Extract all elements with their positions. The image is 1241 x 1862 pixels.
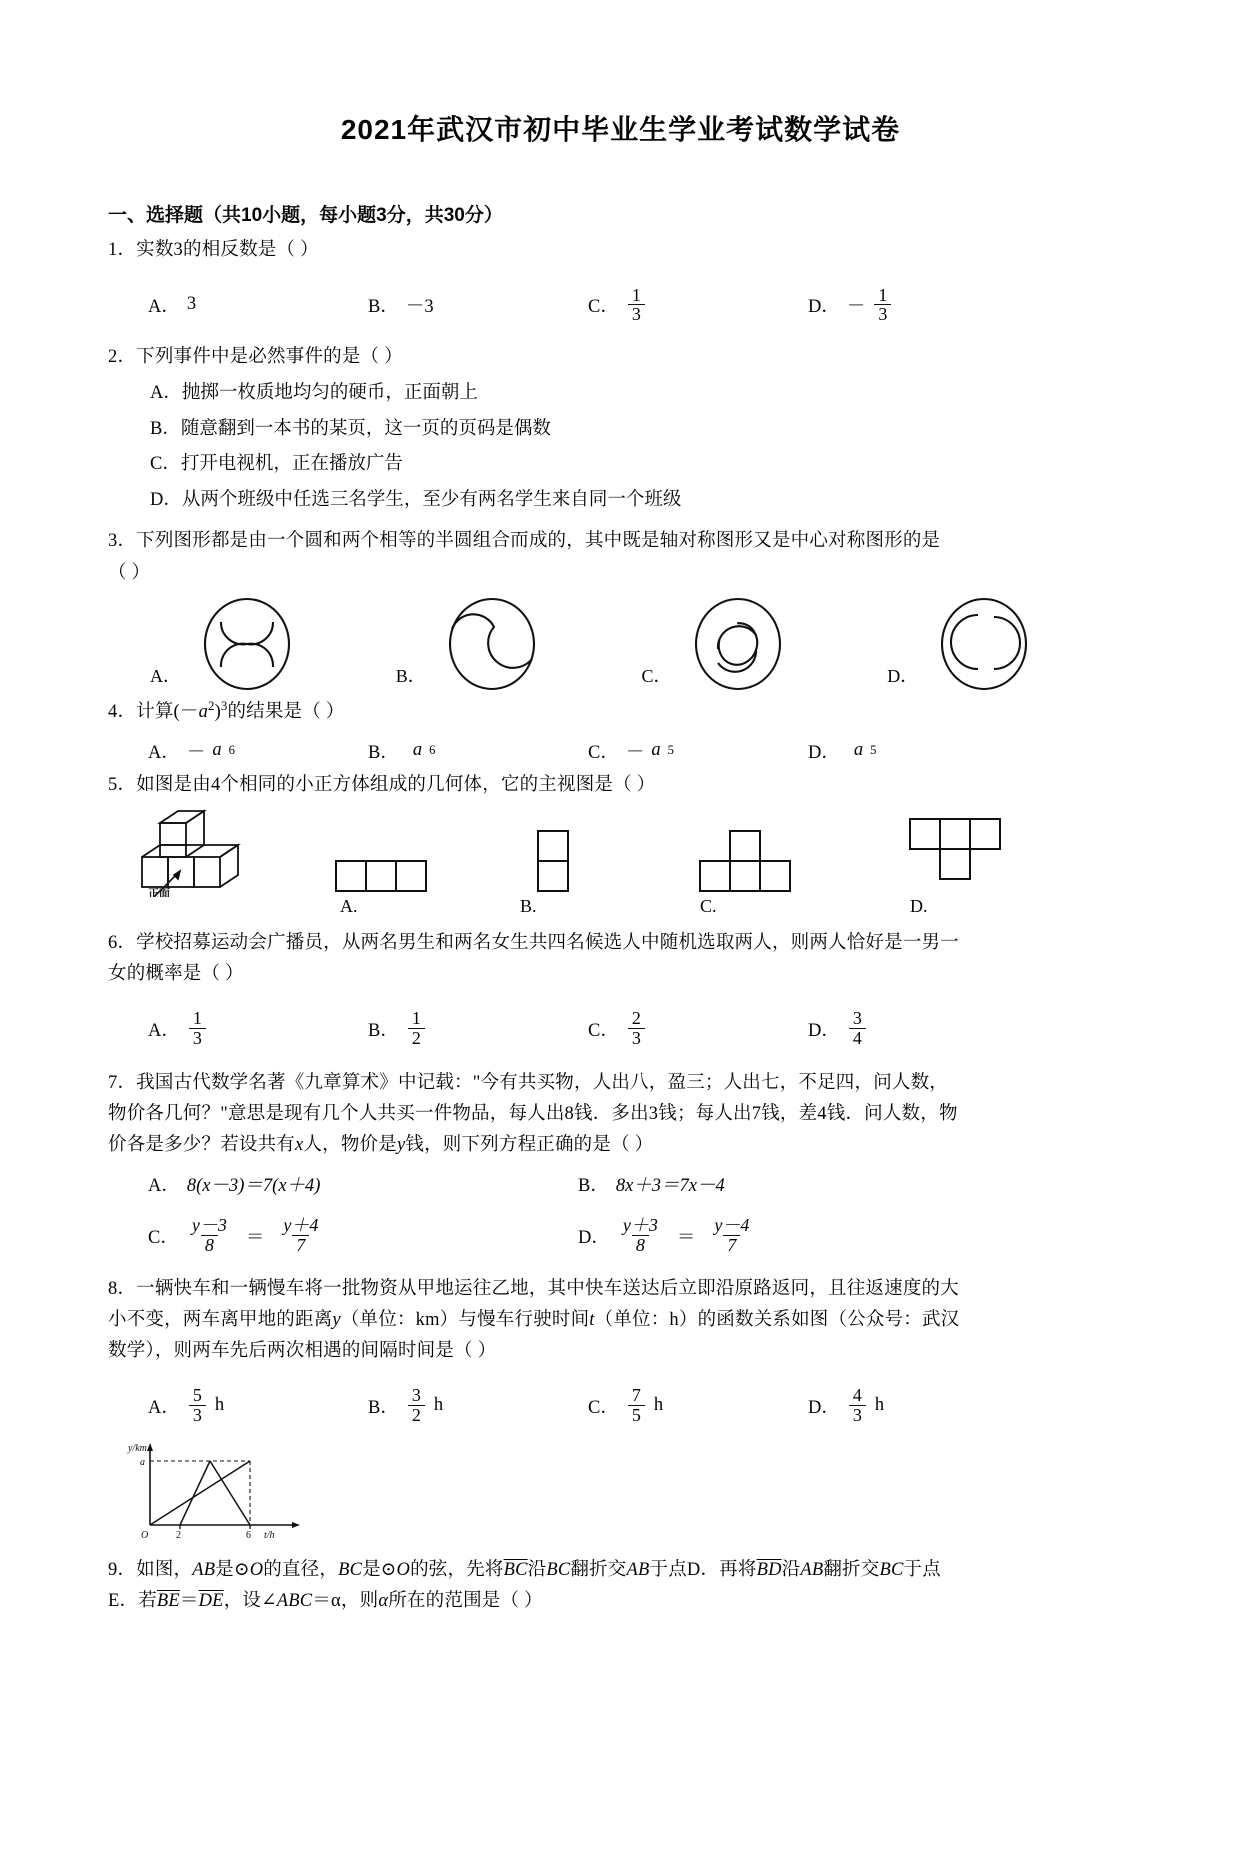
q7-option-a[interactable]: [148, 1171, 578, 1197]
q5-option-c[interactable]: [678, 817, 888, 902]
q5-option-a[interactable]: [318, 817, 498, 902]
fraction-denominator: 3: [628, 304, 645, 324]
figure-label-a: A.: [340, 895, 358, 916]
arc-BE: $\overline{BE}$: [156, 1590, 180, 1611]
question-9-line1: [108, 1556, 1133, 1586]
q4-pre: 计算(－: [136, 701, 199, 722]
fraction-denominator: 7: [723, 1235, 740, 1255]
q9-l2-t4: 所在的范围是（ ）: [388, 1590, 543, 1611]
fraction-denominator: 2: [408, 1028, 425, 1048]
option-label: B．: [368, 1020, 399, 1041]
question-5-figure-labels: [340, 896, 1133, 917]
fraction-denominator: 8: [632, 1235, 649, 1255]
equals-sign: ＝: [676, 1227, 696, 1248]
circle-figure-c: [682, 597, 794, 692]
negative-sign: －: [846, 296, 866, 317]
q5-number: 5．: [108, 774, 137, 795]
q4-option-d[interactable]: [808, 738, 1028, 764]
q5-solid-figure: [118, 805, 318, 902]
circle-figure-b: [436, 597, 548, 692]
fraction-one-third: [874, 286, 891, 325]
variable-x: x: [295, 1134, 304, 1155]
fraction-numerator: 1: [192, 1008, 202, 1029]
variable-t: t: [589, 1309, 595, 1330]
option-label: C．: [588, 742, 619, 763]
question-7-options-row2: [148, 1207, 1133, 1265]
question-6-stem: [108, 929, 1133, 959]
fraction-numerator: 4: [852, 1385, 862, 1406]
fraction-numerator: 7: [631, 1385, 641, 1406]
option-label: B．: [578, 1175, 609, 1196]
q7-number: 7．: [108, 1072, 137, 1093]
exponent: 3: [220, 698, 228, 713]
exam-page: [0, 108, 1241, 1862]
option-label: B．: [368, 1397, 399, 1418]
q7-text-3b: 人，物价是: [303, 1134, 397, 1155]
option-label: D．: [808, 1020, 840, 1041]
fraction: [628, 1386, 645, 1425]
fraction-numerator: 1: [411, 1008, 421, 1029]
q4-number: 4．: [108, 701, 137, 722]
q5-option-b[interactable]: [498, 817, 678, 902]
q9-t8: 于点D．再将: [649, 1559, 757, 1580]
q9-l2-t2: ，设∠: [223, 1590, 277, 1611]
variable-a: a: [651, 740, 661, 761]
option-text: 从两个班级中任选三名学生，至少有两名学生来自同一个班级: [181, 490, 682, 511]
page-title: 2021年武汉市初中毕业生学业考试数学试卷: [340, 114, 901, 145]
option-label: C．: [588, 1020, 619, 1041]
q7-option-c[interactable]: [148, 1216, 578, 1255]
q9-t11: 于点: [903, 1559, 941, 1580]
question-3-figures: [150, 597, 1133, 692]
q8-option-c[interactable]: [588, 1386, 808, 1425]
figure-label: A．: [150, 665, 181, 686]
q1-text: 实数3的相反数是（ ）: [136, 240, 319, 260]
fraction-denominator: 7: [292, 1235, 309, 1255]
figure-label-b: B.: [520, 895, 537, 916]
q7-text-1: 我国古代数学名著《九章算术》中记载："今有共买物，人出八，盈三；人出七，不足四，问人数，: [136, 1072, 949, 1093]
option-label: B．: [150, 418, 181, 439]
q5-text: 如图是由4个相同的小正方体组成的几何体，它的主视图是（ ）: [136, 774, 656, 795]
cube-solid-figure: [118, 805, 258, 897]
q8-text-2c: （单位：h）的函数关系如图（公众号：武汉: [594, 1309, 960, 1330]
q3-option-c[interactable]: [642, 597, 888, 692]
q9-t1: 如图，: [136, 1559, 193, 1580]
fraction-denominator: 2: [408, 1405, 425, 1425]
q1-option-d[interactable]: [808, 286, 1028, 325]
unit-label: h: [653, 1395, 664, 1416]
section-heading: 一、选择题（共10小题，每小题3分，共30分）: [108, 205, 503, 226]
option-text: 打开电视机，正在播放广告: [180, 454, 403, 475]
question-5-stem: [108, 771, 1133, 801]
fraction-denominator: 3: [874, 304, 891, 324]
fraction-denominator: 3: [189, 1028, 206, 1048]
equals-sign: ＝: [179, 1590, 199, 1611]
exponent: 5: [870, 743, 877, 758]
figure-label-d: D.: [910, 895, 928, 916]
q7-text-3a: 价各是多少？若设共有: [108, 1134, 296, 1155]
q9-t9: 沿: [781, 1559, 801, 1580]
graph-origin-label: O: [141, 1529, 149, 1541]
option-text: －3: [405, 296, 434, 317]
question-3-stem: [108, 527, 1133, 557]
q1-option-a[interactable]: [148, 292, 368, 318]
arc-BC: $\overline{BC}$: [503, 1559, 528, 1580]
q8-text-1: 一辆快车和一辆慢车将一批物资从甲地运往乙地，其中快车送达后立即沿原路返冋，且往返速度的大: [136, 1278, 959, 1299]
fraction-denominator: 8: [201, 1235, 218, 1255]
option-label: C．: [148, 1227, 179, 1248]
unit-label: h: [214, 1395, 225, 1416]
q3-number: 3．: [108, 530, 137, 551]
circle-figure-d: [928, 597, 1040, 692]
option-text: 抛掷一枚质地均匀的硬币，正面朝上: [181, 382, 478, 403]
option-text: 8x＋3＝7x－4: [615, 1175, 725, 1196]
q6-option-a[interactable]: [148, 1009, 368, 1048]
distance-time-graph: [122, 1439, 332, 1547]
view-figure-c: [696, 817, 806, 897]
q8-text-2b: （单位：km）与慢车行驶时间: [340, 1309, 590, 1330]
q3-text: 下列图形都是由一个圆和两个相等的半圆组合而成的，其中既是轴对称图形又是中心对称图形的是: [136, 530, 941, 551]
q3-option-a[interactable]: [150, 597, 396, 692]
variable-y: y: [332, 1309, 341, 1330]
q9-t6: 沿: [527, 1559, 547, 1580]
fraction: [408, 1009, 425, 1048]
q5-option-d[interactable]: [888, 805, 1068, 902]
fraction: [849, 1009, 866, 1048]
q4-mid: ): [214, 701, 221, 722]
q1-option-c[interactable]: [588, 286, 808, 325]
variable-y: y: [396, 1134, 406, 1155]
option-text: 8(x－3)＝7(x＋4): [186, 1175, 321, 1196]
q9-t2: 是⊙: [215, 1559, 250, 1580]
exponent: 2: [208, 698, 215, 713]
fraction-numerator: 3: [411, 1385, 421, 1406]
figure-label: D．: [887, 665, 919, 686]
fraction-one-third: [628, 286, 645, 325]
option-label: C．: [150, 454, 181, 475]
q7-text-3c: 钱，则下列方程正确的是（ ）: [405, 1134, 654, 1155]
graph-x-axis-label: t/h: [264, 1529, 275, 1541]
fraction: [189, 1386, 206, 1425]
question-4-options: [148, 738, 1133, 764]
fraction-numerator: 1: [631, 284, 641, 305]
view-figure-d: [906, 805, 1016, 897]
q6-text: 学校招募运动会广播员，从两名男生和两名女生共四名候选人中随机选取两人，则两人恰好是一男一: [136, 932, 959, 953]
option-label: A．: [150, 382, 182, 403]
q9-l2-t1: E．若: [108, 1590, 157, 1611]
exponent: 5: [667, 743, 674, 758]
angle-ABC: ABC: [276, 1590, 313, 1611]
exponent: 6: [228, 743, 235, 758]
fraction-numerator: 3: [852, 1008, 862, 1029]
question-5-figures: [118, 805, 1133, 902]
question-7-options-row1: [148, 1171, 1133, 1197]
fraction: [628, 1009, 645, 1048]
view-figure-a: [332, 817, 440, 897]
q1-number: 1．: [108, 240, 137, 260]
question-7-line3: [108, 1131, 1133, 1161]
q9-t7: 翻折交: [570, 1559, 627, 1580]
question-6-options: [148, 1000, 1133, 1058]
graph-y-tick-a: a: [140, 1456, 145, 1468]
q9-number: 9．: [108, 1559, 137, 1580]
fraction-numerator: 5: [192, 1385, 202, 1406]
q9-t10: 翻折交: [823, 1559, 880, 1580]
unit-label: h: [874, 1395, 885, 1416]
fraction-denominator: 3: [189, 1405, 206, 1425]
q2-text: 下列事件中是必然事件的是（ ）: [136, 346, 403, 367]
fraction-right: [279, 1216, 322, 1255]
graph-x-tick-2: 2: [176, 1529, 181, 1541]
q9-l2-t3: ＝α，则: [312, 1590, 379, 1611]
option-text: 3: [186, 294, 197, 315]
q9-t3: 的直径，: [263, 1559, 339, 1580]
arc-BD: $\overline{BD}$: [756, 1559, 782, 1580]
option-label: D．: [808, 742, 840, 763]
fraction-denominator: 4: [849, 1028, 866, 1048]
option-label: B．: [368, 742, 399, 763]
q8-option-d[interactable]: [808, 1386, 1028, 1425]
fraction-numerator: y＋3: [622, 1215, 658, 1236]
segment-AB: AB: [192, 1559, 216, 1580]
q6-option-b[interactable]: [368, 1009, 588, 1048]
option-label: D．: [808, 1397, 840, 1418]
option-label: A．: [148, 742, 180, 763]
segment-BC: BC: [546, 1559, 571, 1580]
negative-sign: －: [625, 742, 645, 763]
q4-option-c[interactable]: [588, 738, 808, 764]
q8-option-b[interactable]: [368, 1386, 588, 1425]
question-4-stem: [108, 696, 1133, 728]
figure-label: B．: [395, 665, 426, 686]
q2-option-c[interactable]: [150, 449, 1133, 480]
option-label: A．: [148, 1020, 180, 1041]
q6-option-c[interactable]: [588, 1009, 808, 1048]
fraction-denominator: 3: [849, 1405, 866, 1425]
q4-post: 的结果是（ ）: [227, 701, 345, 722]
q8-option-a[interactable]: [148, 1386, 368, 1425]
q3-option-d[interactable]: [887, 597, 1133, 692]
segment-AB: AB: [626, 1559, 650, 1580]
fraction-denominator: 5: [628, 1405, 645, 1425]
q2-option-d[interactable]: [150, 485, 1133, 516]
fraction: [849, 1386, 866, 1425]
q8-number: 8．: [108, 1278, 137, 1299]
q2-number: 2．: [108, 346, 137, 367]
option-label: C．: [588, 296, 619, 317]
negative-sign: －: [186, 742, 206, 763]
circle-figure-a: [191, 597, 303, 692]
variable-a: a: [853, 740, 864, 761]
question-9-line2: [108, 1587, 1133, 1617]
option-label: C．: [588, 1397, 619, 1418]
question-7-line1: [108, 1069, 1133, 1099]
graph-x-tick-6: 6: [246, 1529, 251, 1541]
q2-option-a[interactable]: [150, 378, 1133, 409]
arc-DE: $\overline{DE}$: [198, 1590, 224, 1611]
equals-sign: ＝: [245, 1227, 265, 1248]
figure-label: C．: [641, 665, 672, 686]
question-3-stem-line2: （ ）: [108, 562, 151, 583]
circle-O: O: [396, 1559, 411, 1580]
fraction-left: [188, 1216, 231, 1255]
fraction: [189, 1009, 206, 1048]
variable-a: a: [198, 701, 209, 722]
question-6-stem-line2: 女的概率是（ ）: [108, 963, 244, 984]
unit-label: h: [433, 1395, 444, 1416]
question-1-stem: [108, 236, 1133, 266]
front-view-label: 正面: [148, 887, 170, 897]
q7-option-b[interactable]: [578, 1171, 1008, 1197]
option-text: 随意翻到一本书的某页，这一页的页码是偶数: [180, 418, 551, 439]
option-label: A．: [148, 1397, 180, 1418]
fraction-left: [619, 1216, 662, 1255]
fraction-numerator: 1: [878, 284, 888, 305]
option-label: D．: [578, 1227, 610, 1248]
option-label: D．: [150, 490, 182, 511]
q4-option-a[interactable]: [148, 738, 368, 764]
q9-t5: 的弦，先将: [410, 1559, 504, 1580]
question-8-graph: [122, 1439, 1133, 1552]
q2-option-b[interactable]: [150, 414, 1133, 445]
segment-AB: AB: [800, 1559, 824, 1580]
q3-option-b[interactable]: [396, 597, 642, 692]
question-8-options: [148, 1377, 1133, 1435]
segment-BC: BC: [879, 1559, 904, 1580]
fraction-right: [710, 1216, 753, 1255]
q4-option-b[interactable]: [368, 738, 588, 764]
q9-t4: 是⊙: [362, 1559, 397, 1580]
q1-option-b[interactable]: [368, 292, 588, 318]
fraction: [408, 1386, 425, 1425]
fraction-numerator: y－3: [191, 1215, 227, 1236]
variable-a: a: [412, 740, 423, 761]
fraction-numerator: y－4: [714, 1215, 750, 1236]
fraction-numerator: y＋4: [283, 1215, 319, 1236]
question-8-line3: 数学），则两车先后两次相遇的间隔时间是（ ）: [108, 1340, 497, 1361]
option-label: A．: [148, 1175, 180, 1196]
variable-a: a: [212, 740, 222, 761]
q7-option-d[interactable]: [578, 1216, 1008, 1255]
graph-y-axis-label: y/km: [128, 1442, 147, 1454]
q6-option-d[interactable]: [808, 1009, 1028, 1048]
q8-text-2a: 小不变，两车离甲地的距离: [108, 1309, 333, 1330]
option-label: D．: [808, 296, 840, 317]
fraction-numerator: 2: [631, 1008, 641, 1029]
view-figure-b: [522, 817, 602, 897]
exponent: 6: [429, 743, 436, 758]
option-label: A．: [148, 296, 180, 317]
question-2-stem: [108, 343, 1133, 373]
question-1-options: [148, 276, 1133, 334]
variable-alpha: α: [378, 1590, 389, 1611]
circle-O: O: [249, 1559, 264, 1580]
figure-label-c: C.: [700, 895, 717, 916]
option-label: B．: [368, 296, 399, 317]
fraction-denominator: 3: [628, 1028, 645, 1048]
q6-number: 6．: [108, 932, 137, 953]
question-8-line1: [108, 1275, 1133, 1305]
question-7-line2: 物价各几何？"意思是现有几个人共买一件物品，每人出8钱．多出3钱；每人出7钱，差4钱．问人数，物: [108, 1103, 958, 1124]
segment-BC: BC: [338, 1559, 363, 1580]
question-8-line2: [108, 1306, 1133, 1336]
